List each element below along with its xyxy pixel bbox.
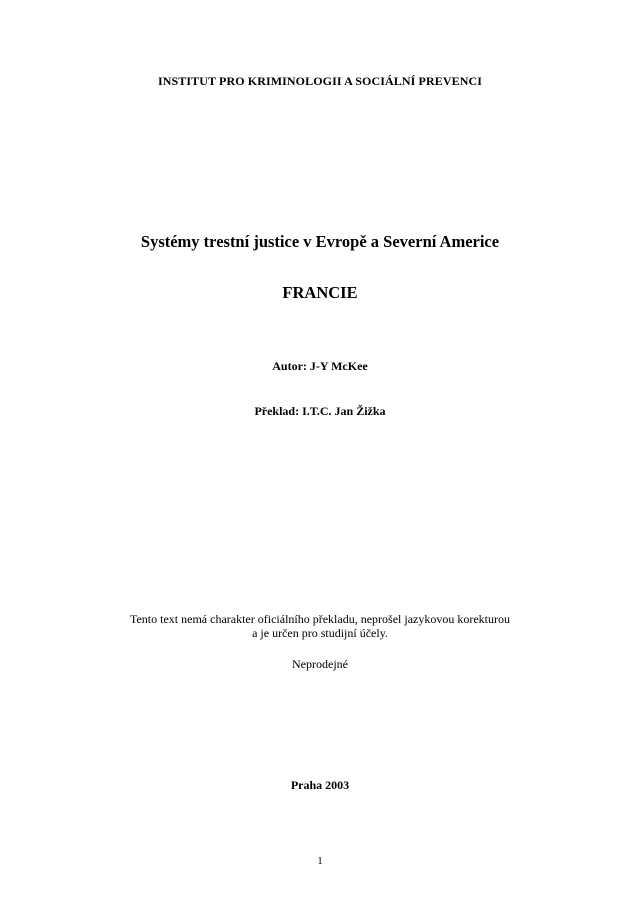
place-and-year: Praha 2003 (290, 778, 350, 792)
document-title: Systémy trestní justice v Evropě a Severní Americe (140, 232, 500, 251)
author-line: Autor: J-Y McKee (272, 359, 368, 373)
not-for-sale-note: Neprodejné (292, 657, 348, 671)
document-subtitle: FRANCIE (282, 283, 358, 302)
disclaimer-line-1: Tento text nemá charakter oficiálního překladu, neprošel jazykovou korekturou (129, 612, 511, 626)
disclaimer-line-2: a je určen pro studijní účely. (252, 626, 388, 640)
translation-line: Překlad: I.T.C. Jan Žižka (254, 404, 386, 418)
institute-name: INSTITUT PRO KRIMINOLOGII A SOCIÁLNÍ PREVENCI (157, 74, 482, 88)
page-number: 1 (317, 855, 323, 867)
